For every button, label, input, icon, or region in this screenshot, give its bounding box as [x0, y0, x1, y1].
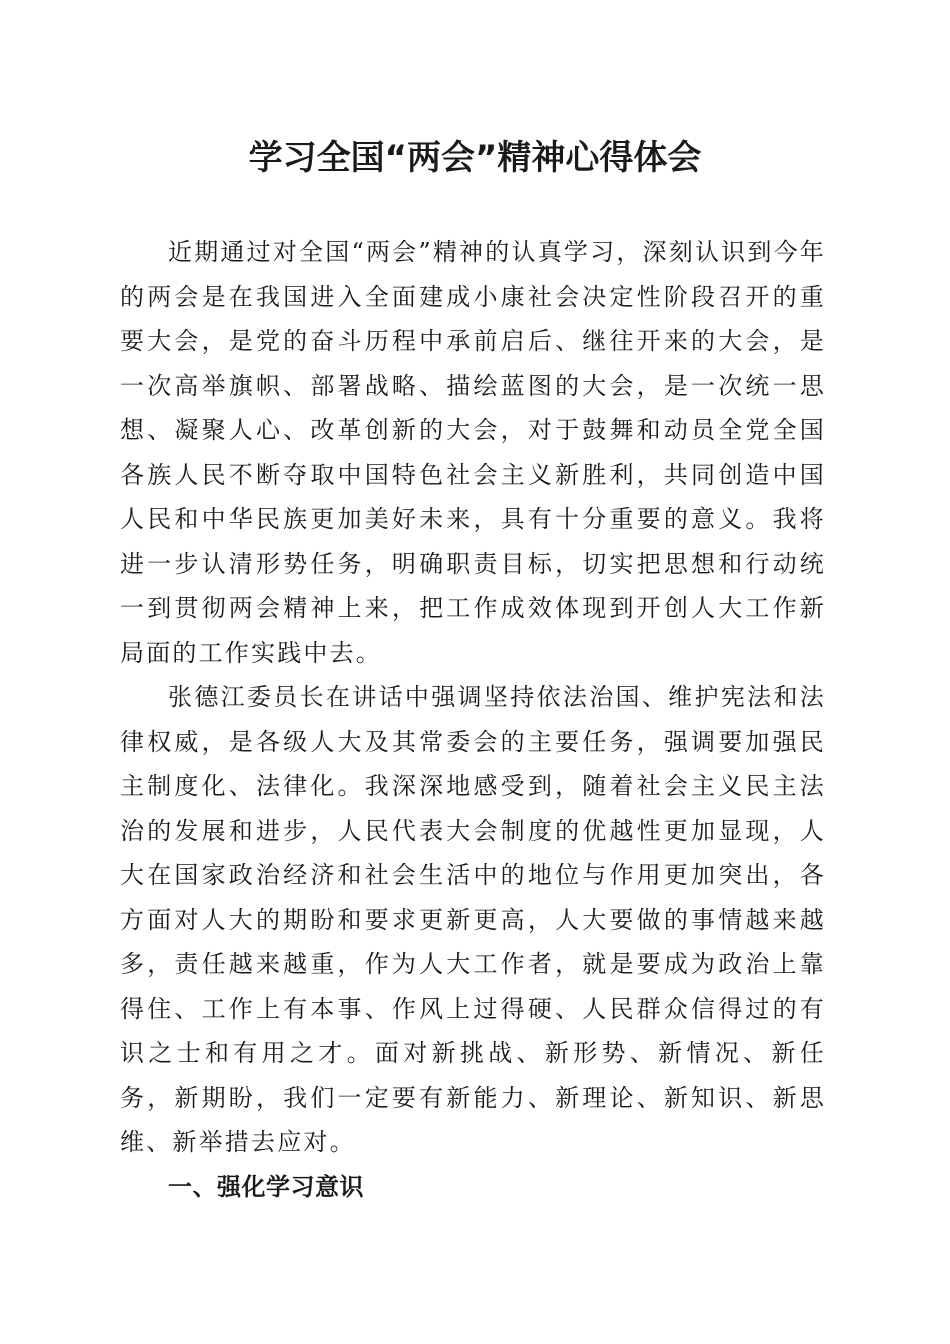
paragraph-2: 张德江委员长在讲话中强调坚持依法治国、维护宪法和法律权威，是各级人大及其常委会的主要任务，强调要加强民主制度化、法律化。我深深地感受到，随着社会主义民主法治的发展和进步，人民代表大会制度的优越性更加显现，人大在国家政治经济和社会生活中的地位与作用更加突出，各方面对人大的期盼和要求更新更高，人大要做的事情越来越多，责任越来越重，作为人大工作者，就是要成为政治上靠得住、工作上有本事、作风上过得硬、人民群众信得过的有识之士和有用之才。面对新挑战、新形势、新情况、新任务，新期盼，我们一定要有新能力、新理论、新知识、新思维、新举措去应对。: [120, 683, 826, 1156]
paragraph-1: 近期通过对全国“两会”精神的认真学习，深刻认识到今年的两会是在我国进入全面建成小康社会决定性阶段召开的重要大会，是党的奋斗历程中承前启后、继往开来的大会，是一次高举旗帜、部署战略、描绘蓝图的大会，是一次统一思想、凝聚人心、改革创新的大会，对于鼓舞和动员全党全国各族人民不断夺取中国特色社会主义新胜利，共同创造中国人民和中华民族更加美好未来，具有十分重要的意义。我将进一步认清形势任务，明确职责目标，切实把思想和行动统一到贯彻两会精神上来，把工作成效体现到开创人大工作新局面的工作实践中去。: [120, 238, 826, 667]
section-heading: 一、强化学习意识: [168, 1172, 364, 1201]
document-title: 学习全国“两会”精神心得体会: [248, 138, 702, 178]
document-body: [120, 230, 826, 1209]
